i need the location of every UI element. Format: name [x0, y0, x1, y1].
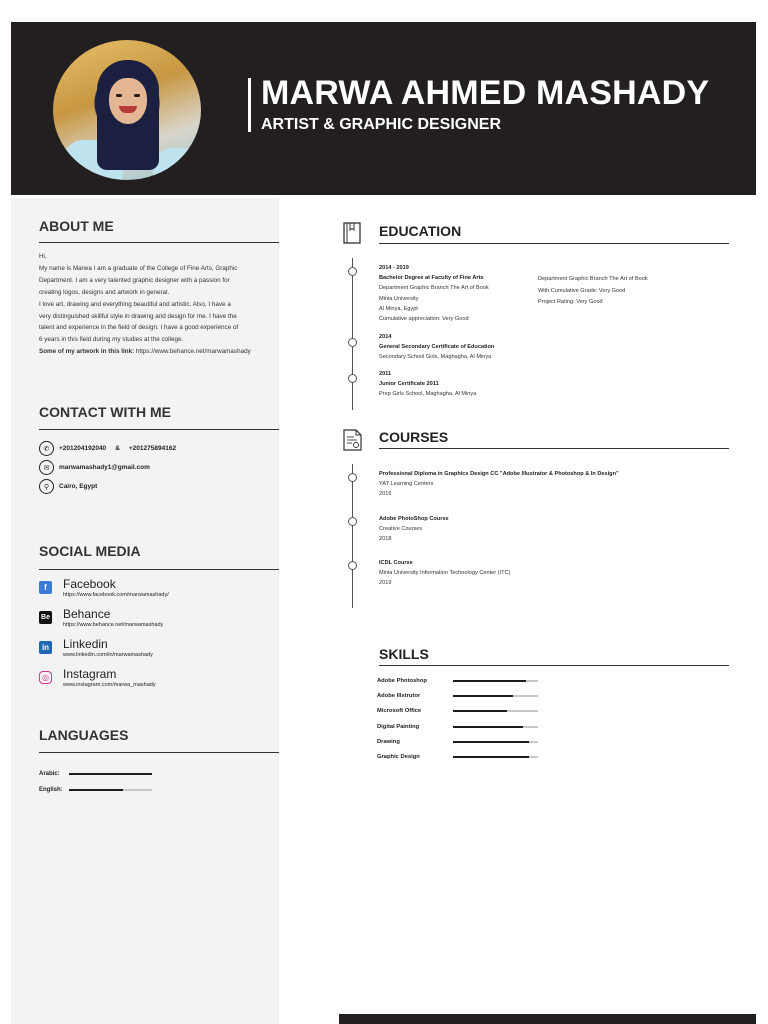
- skill-level-fill: [453, 741, 529, 743]
- education-date: 2011: [379, 371, 392, 377]
- language-level-bar: [69, 773, 152, 775]
- social-name: Behance: [63, 607, 111, 621]
- about-line: I love art, drawing and everything beautiful and artistic. Also, I have a: [39, 300, 231, 308]
- timeline-dot: [348, 374, 357, 383]
- skill-row: [377, 708, 538, 714]
- courses-timeline: [352, 464, 353, 608]
- course-entry: [379, 514, 449, 545]
- courses-divider: [379, 448, 729, 449]
- about-link-line: [39, 346, 275, 358]
- phone-number-1[interactable]: +201204192040: [59, 445, 107, 452]
- facebook-icon: f: [39, 581, 52, 594]
- skill-label: Drawing: [377, 739, 400, 745]
- skill-row: [377, 693, 538, 699]
- skill-level-fill: [453, 726, 523, 728]
- skill-label: Adobe Illstrutor: [377, 693, 421, 699]
- skill-row: [377, 754, 538, 760]
- contact-phone-row: [39, 441, 176, 456]
- skill-level-fill: [453, 756, 529, 758]
- skill-level-bar: [453, 710, 538, 712]
- education-detail: Minia University: [379, 295, 419, 302]
- about-divider: [39, 242, 279, 243]
- contact-location-row: [39, 479, 97, 494]
- contact-title: CONTACT WITH ME: [39, 404, 171, 420]
- social-url[interactable]: www.instagram.com/marwa_mashady: [63, 682, 156, 688]
- course-year: 2018: [379, 536, 392, 543]
- skill-level-fill: [453, 680, 526, 682]
- skills-title: SKILLS: [379, 646, 429, 662]
- education-entry: [379, 263, 489, 324]
- social-name: Linkedin: [63, 637, 108, 651]
- name-divider: [248, 78, 251, 132]
- education-side-line: Department Graphic Branch The Art of Book: [538, 276, 648, 282]
- social-item-facebook[interactable]: [39, 578, 169, 599]
- course-title: Adobe PhotoShop Course: [379, 516, 449, 522]
- about-text: [39, 251, 275, 358]
- education-timeline: [352, 258, 353, 410]
- phone-number-2[interactable]: +201275894162: [128, 445, 177, 452]
- course-place: Minia University Information Technology Center (ITC): [379, 570, 511, 577]
- person-name: MARWA AHMED MASHADY: [261, 74, 710, 112]
- education-side-line: Project Rating: Very Good: [538, 299, 603, 306]
- skill-level-bar: [453, 680, 538, 682]
- course-year: 2016: [379, 491, 392, 498]
- about-line: very distinguished skillful style in drawing and design for me. I have the: [39, 312, 237, 320]
- education-detail: Department Graphic Branch The Art of Book: [379, 285, 489, 292]
- course-year: 2019: [379, 580, 392, 587]
- skill-level-fill: [453, 695, 513, 697]
- education-entry: [379, 332, 494, 363]
- about-title: ABOUT ME: [39, 218, 114, 234]
- skill-label: Adobe Photoshop: [377, 678, 427, 684]
- course-title: Professional Diploma in Graphics Design CC "Adobe Illustrator & Photoshop & In Design": [379, 471, 619, 477]
- email-address[interactable]: marwamashady1@gmail.com: [59, 464, 150, 471]
- education-date: 2014 - 2019: [379, 265, 409, 271]
- course-entry: [379, 558, 510, 589]
- education-date: 2014: [379, 334, 392, 340]
- language-level-fill: [69, 789, 123, 791]
- language-row: [39, 771, 152, 777]
- education-degree: Bachelor Degree at Faculty of Fine Arts: [379, 275, 484, 282]
- education-detail: Al Minya, Egypt: [379, 305, 418, 312]
- timeline-dot: [348, 561, 357, 570]
- envelope-icon: ✉: [39, 460, 54, 475]
- about-line: talent and experience in the field of design. I have a good experience of: [39, 324, 239, 332]
- skills-divider: [379, 665, 729, 666]
- book-icon: [342, 221, 364, 245]
- phone-icon: ✆: [39, 441, 54, 456]
- skill-row: [377, 724, 538, 730]
- social-item-instagram[interactable]: [39, 668, 156, 689]
- social-url[interactable]: https://www.facebook.com/marwamashady/: [63, 592, 169, 598]
- map-pin-icon: ⚲: [39, 479, 54, 494]
- person-role: ARTIST & GRAPHIC DESIGNER: [261, 116, 502, 133]
- skill-level-bar: [453, 741, 538, 743]
- social-item-behance[interactable]: [39, 608, 163, 629]
- course-place: Creative Courses: [379, 526, 423, 533]
- courses-title: COURSES: [379, 429, 449, 445]
- languages-divider: [39, 752, 279, 753]
- instagram-icon: ◎: [39, 671, 52, 684]
- education-side-line: With Cumulative Grade: Very Good: [538, 287, 626, 294]
- education-degree: Junior Certificate 2011: [379, 381, 439, 388]
- skill-label: Graphic Design: [377, 754, 420, 760]
- education-detail: Secondary School Girls, Maghagha, Al Minya: [379, 354, 492, 361]
- education-title: EDUCATION: [379, 223, 462, 239]
- skill-label: Digital Painting: [377, 724, 420, 730]
- behance-icon: Be: [39, 611, 52, 624]
- linkedin-icon: in: [39, 641, 52, 654]
- skill-label: Microsoft Office: [377, 708, 422, 714]
- social-item-linkedin[interactable]: [39, 638, 153, 659]
- social-name: Instagram: [63, 667, 117, 681]
- about-link-url[interactable]: https://www.behance.net/marwamashady: [135, 348, 251, 356]
- contact-email-row: [39, 460, 150, 475]
- phone-separator: &: [115, 445, 120, 452]
- skill-level-fill: [453, 710, 507, 712]
- about-line: creating logos, designs and artwork in general.: [39, 288, 170, 296]
- education-side-details: [538, 274, 648, 309]
- language-label: English:: [39, 787, 63, 793]
- course-place: YAT Learning Centers: [379, 481, 434, 488]
- skill-row: [377, 678, 538, 684]
- languages-title: LANGUAGES: [39, 727, 129, 743]
- skill-row: [377, 739, 538, 745]
- about-link-label: Some of my artwork in this link:: [39, 348, 135, 356]
- about-line: 6 years in this field during my studies at the college.: [39, 336, 184, 344]
- timeline-dot: [348, 338, 357, 347]
- about-line: My name is Marwa I am a graduate of the College of Fine Arts, Graphic: [39, 264, 238, 272]
- contact-divider: [39, 429, 279, 430]
- course-title: ICDL Course: [379, 560, 413, 566]
- social-divider: [39, 569, 279, 570]
- skill-level-bar: [453, 695, 538, 697]
- location-text: Cairo, Egypt: [59, 483, 98, 490]
- education-detail: Prep Girls School, Maghagha, Al Minya: [379, 391, 477, 398]
- language-row: [39, 787, 152, 793]
- about-line: Department. I am a very talented graphic designer with a passion for: [39, 276, 230, 284]
- profile-photo: [53, 40, 201, 180]
- education-degree: General Secondary Certificate of Education: [379, 344, 495, 351]
- education-detail: Cumulative appreciation: Very Good: [379, 316, 469, 323]
- timeline-dot: [348, 473, 357, 482]
- footer-bar: [339, 1014, 756, 1024]
- language-level-bar: [69, 789, 152, 791]
- social-name: Facebook: [63, 577, 116, 591]
- timeline-dot: [348, 517, 357, 526]
- social-title: SOCIAL MEDIA: [39, 543, 141, 559]
- timeline-dot: [348, 267, 357, 276]
- education-divider: [379, 243, 729, 244]
- course-entry: [379, 469, 619, 500]
- language-level-fill: [69, 773, 152, 775]
- social-url[interactable]: https://www.behance.net/marwamashady: [63, 622, 164, 628]
- social-url[interactable]: www.linkedin.com/in/marwamashady: [63, 652, 153, 658]
- skill-level-bar: [453, 756, 538, 758]
- language-label: Arabic:: [39, 771, 60, 777]
- education-entry: [379, 369, 476, 400]
- about-line: Hi,: [39, 253, 47, 260]
- skill-level-bar: [453, 726, 538, 728]
- certificate-icon: [342, 428, 364, 452]
